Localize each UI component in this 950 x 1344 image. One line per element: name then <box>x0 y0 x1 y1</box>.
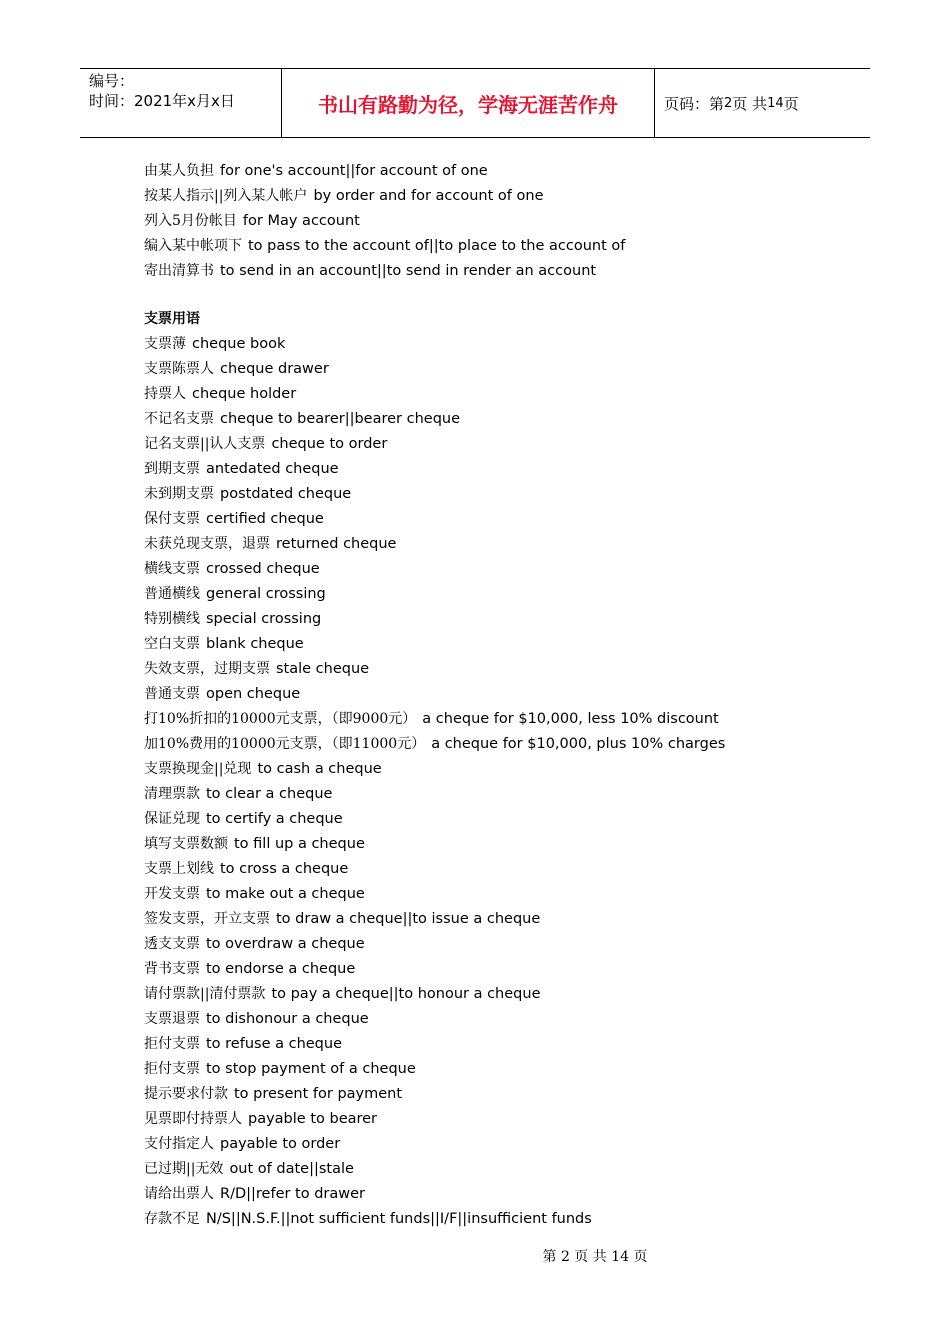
term-english: out of date||stale <box>229 1161 354 1177</box>
header-motto: 书山有路勤为径，学海无涯苦作舟 <box>282 69 655 137</box>
term-line <box>144 857 884 882</box>
term-english: antedated cheque <box>206 461 339 477</box>
term-english: to cash a cheque <box>257 761 382 777</box>
term-chinese: 持票人 <box>144 386 186 402</box>
term-chinese: 保证兑现 <box>144 811 200 827</box>
term-english: cheque book <box>192 336 286 352</box>
term-line <box>144 209 884 234</box>
term-chinese: 透支支票 <box>144 936 200 952</box>
term-chinese: 未获兑现支票，退票 <box>144 536 270 552</box>
term-english: to fill up a cheque <box>234 836 365 852</box>
term-line <box>144 882 884 907</box>
term-english: cheque to order <box>271 436 388 452</box>
term-chinese: 打10%折扣的10000元支票，（即9000元） <box>144 711 417 727</box>
term-chinese: 清理票款 <box>144 786 200 802</box>
term-chinese: 按某人指示||列入某人帐户 <box>144 188 308 204</box>
term-english: blank cheque <box>206 636 304 652</box>
term-english: to draw a cheque||to issue a cheque <box>276 911 541 927</box>
term-chinese: 保付支票 <box>144 511 200 527</box>
term-english: by order and for account of one <box>313 188 544 204</box>
term-line <box>144 1007 884 1032</box>
cheque-terms-list <box>144 332 884 1232</box>
term-line <box>144 582 884 607</box>
term-english: stale cheque <box>276 661 370 677</box>
term-english: to pass to the account of||to place to the account of <box>248 238 626 254</box>
term-line <box>144 1182 884 1207</box>
term-chinese: 支票换现金||兑现 <box>144 761 252 777</box>
term-english: a cheque for $10,000, plus 10% charges <box>431 736 726 752</box>
term-line <box>144 932 884 957</box>
page-num: 2 <box>724 95 733 111</box>
term-chinese: 签发支票，开立支票 <box>144 911 270 927</box>
term-line <box>144 757 884 782</box>
page-suffix: 页 <box>783 94 799 113</box>
term-chinese: 未到期支票 <box>144 486 214 502</box>
page-header <box>80 68 870 138</box>
term-english: R/D||refer to drawer <box>220 1186 366 1202</box>
term-line <box>144 532 884 557</box>
section-title: 支票用语 <box>144 311 200 327</box>
account-terms-list <box>144 159 884 284</box>
term-english: open cheque <box>206 686 301 702</box>
term-chinese: 拒付支票 <box>144 1061 200 1077</box>
page-footer: 第 2 页 共 14 页 <box>542 1249 648 1265</box>
term-chinese: 开发支票 <box>144 886 200 902</box>
term-chinese: 列入5月份帐目 <box>144 213 237 229</box>
term-english: for May account <box>242 213 360 229</box>
term-english: to make out a cheque <box>206 886 365 902</box>
term-line <box>144 1157 884 1182</box>
page-mid: 页 共 <box>732 94 768 113</box>
term-chinese: 记名支票||认人支票 <box>144 436 266 452</box>
term-chinese: 失效支票，过期支票 <box>144 661 270 677</box>
term-line <box>144 1207 884 1232</box>
header-page-number <box>655 69 870 137</box>
term-line <box>144 407 884 432</box>
term-chinese: 寄出清算书 <box>144 263 214 279</box>
term-chinese: 提示要求付款 <box>144 1086 228 1102</box>
term-english: postdated cheque <box>220 486 352 502</box>
term-english: to present for payment <box>234 1086 403 1102</box>
term-english: cheque drawer <box>220 361 329 377</box>
term-chinese: 支票退票 <box>144 1011 200 1027</box>
term-chinese: 请给出票人 <box>144 1186 214 1202</box>
term-english: payable to order <box>220 1136 341 1152</box>
term-english: payable to bearer <box>248 1111 378 1127</box>
term-line <box>144 557 884 582</box>
term-line <box>144 482 884 507</box>
term-chinese: 特别横线 <box>144 611 200 627</box>
term-line <box>144 732 884 757</box>
term-english: returned cheque <box>276 536 397 552</box>
term-chinese: 拒付支票 <box>144 1036 200 1052</box>
page-total: 14 <box>767 95 784 111</box>
term-english: to stop payment of a cheque <box>206 1061 416 1077</box>
term-line <box>144 782 884 807</box>
term-english: to clear a cheque <box>206 786 333 802</box>
document-body <box>144 159 884 1232</box>
term-line <box>144 259 884 284</box>
term-line <box>144 1132 884 1157</box>
term-chinese: 加10%费用的10000元支票，（即11000元） <box>144 736 426 752</box>
term-english: general crossing <box>206 586 326 602</box>
term-chinese: 支票薄 <box>144 336 186 352</box>
term-line <box>144 982 884 1007</box>
term-chinese: 不记名支票 <box>144 411 214 427</box>
term-english: cheque holder <box>192 386 297 402</box>
term-line <box>144 184 884 209</box>
term-chinese: 普通支票 <box>144 686 200 702</box>
term-english: certified cheque <box>206 511 324 527</box>
term-chinese: 背书支票 <box>144 961 200 977</box>
term-line <box>144 832 884 857</box>
term-line <box>144 507 884 532</box>
term-english: crossed cheque <box>206 561 320 577</box>
term-english: to refuse a cheque <box>206 1036 343 1052</box>
term-english: to dishonour a cheque <box>206 1011 369 1027</box>
header-info <box>80 69 282 137</box>
term-english: to pay a cheque||to honour a cheque <box>271 986 541 1002</box>
term-chinese: 空白支票 <box>144 636 200 652</box>
term-line <box>144 957 884 982</box>
term-english: cheque to bearer||bearer cheque <box>220 411 461 427</box>
term-english: to certify a cheque <box>206 811 343 827</box>
term-line <box>144 357 884 382</box>
term-english: to endorse a cheque <box>206 961 356 977</box>
term-chinese: 横线支票 <box>144 561 200 577</box>
term-line <box>144 1032 884 1057</box>
term-chinese: 支票上划线 <box>144 861 214 877</box>
term-line <box>144 907 884 932</box>
term-line <box>144 657 884 682</box>
term-chinese: 支票陈票人 <box>144 361 214 377</box>
term-line <box>144 1107 884 1132</box>
term-chinese: 由某人负担 <box>144 163 214 179</box>
term-line <box>144 707 884 732</box>
term-chinese: 填写支票数额 <box>144 836 228 852</box>
term-line <box>144 632 884 657</box>
term-english: a cheque for $10,000, less 10% discount <box>422 711 719 727</box>
term-line <box>144 234 884 259</box>
term-english: to send in an account||to send in render an account <box>220 263 597 279</box>
term-line <box>144 332 884 357</box>
term-chinese: 已过期||无效 <box>144 1161 224 1177</box>
term-line <box>144 457 884 482</box>
term-english: to cross a cheque <box>220 861 349 877</box>
term-english: special crossing <box>206 611 322 627</box>
term-english: to overdraw a cheque <box>206 936 365 952</box>
term-chinese: 编入某中帐项下 <box>144 238 242 254</box>
term-chinese: 存款不足 <box>144 1211 200 1227</box>
date-label: 时间：2021年x月x日 <box>89 92 235 110</box>
term-chinese: 请付票款||清付票款 <box>144 986 266 1002</box>
term-chinese: 到期支票 <box>144 461 200 477</box>
term-line <box>144 1057 884 1082</box>
page-prefix: 页码：第 <box>664 94 725 113</box>
term-line <box>144 807 884 832</box>
term-line <box>144 432 884 457</box>
term-line <box>144 382 884 407</box>
term-chinese: 见票即付持票人 <box>144 1111 242 1127</box>
term-line <box>144 159 884 184</box>
term-chinese: 支付指定人 <box>144 1136 214 1152</box>
term-english: for one's account||for account of one <box>220 163 488 179</box>
term-line <box>144 607 884 632</box>
term-chinese: 普通横线 <box>144 586 200 602</box>
term-line <box>144 682 884 707</box>
term-english: N/S||N.S.F.||not sufficient funds||I/F||insufficient funds <box>206 1211 592 1227</box>
serial-label: 编号： <box>89 72 135 90</box>
term-line <box>144 1082 884 1107</box>
